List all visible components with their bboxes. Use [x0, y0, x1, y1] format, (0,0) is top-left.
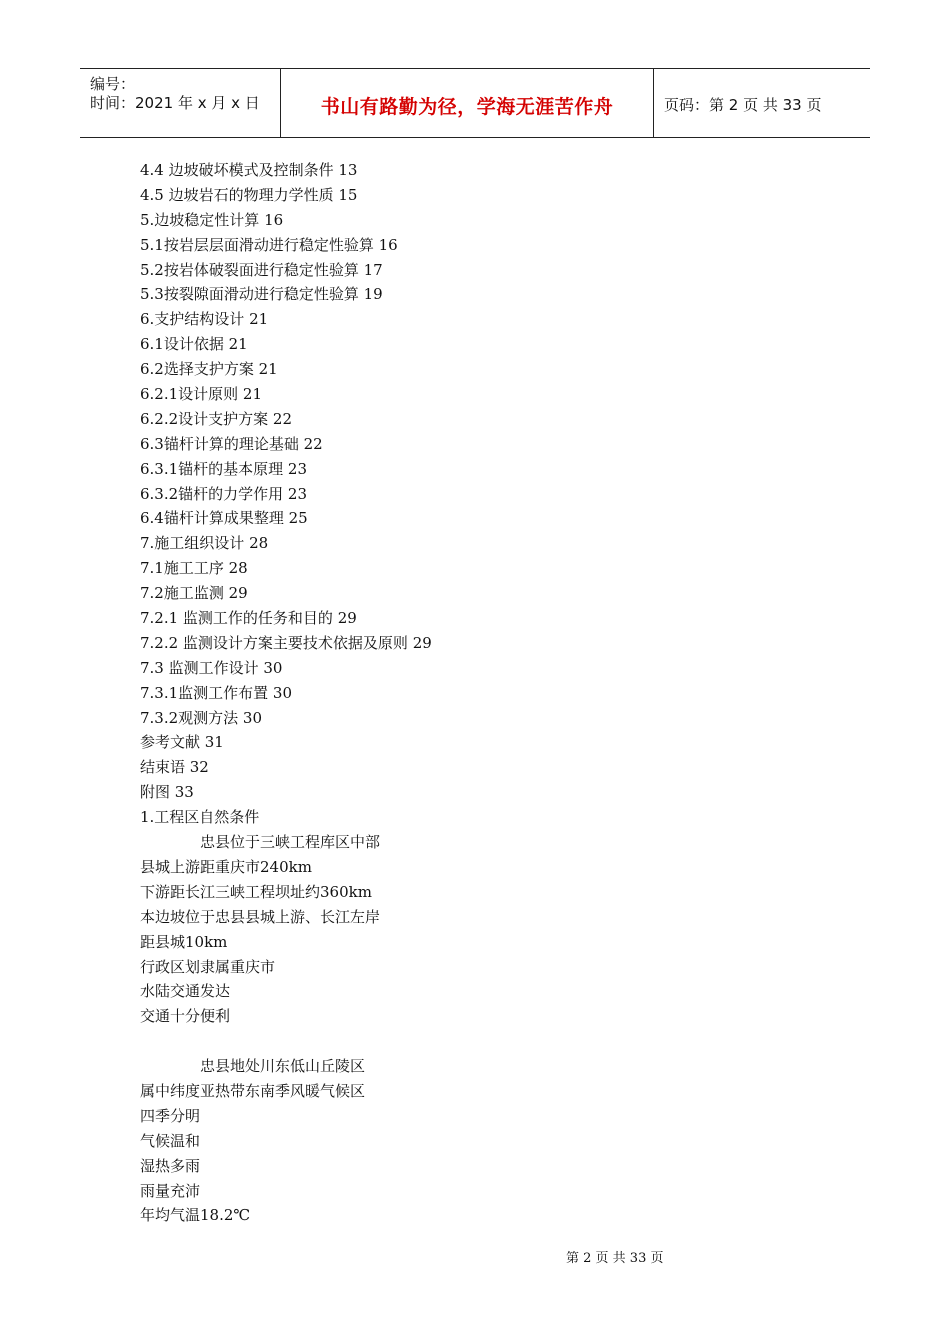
header-motto: 书山有路勤为径，学海无涯苦作舟 [320, 96, 614, 118]
text-line: 参考文献 31 [140, 733, 224, 752]
text-line: 忠县位于三峡工程库区中部 [200, 833, 381, 852]
text-line: 7.3 监测工作设计 30 [140, 658, 283, 677]
text-line: 下游距长江三峡工程坝址约360km [140, 882, 372, 901]
text-line: 4.4 边坡破坏模式及控制条件 13 [140, 161, 358, 179]
text-line: 四季分明 [140, 1106, 201, 1125]
document-header [80, 68, 870, 138]
document-body [140, 158, 840, 1228]
blank-line [140, 1029, 840, 1054]
document-number-label: 编号： [90, 75, 136, 93]
text-line: 5.3按裂隙面滑动进行稳定性验算 19 [140, 285, 383, 304]
text-line: 6.支护结构设计 21 [140, 310, 269, 329]
text-line: 水陆交通发达 [140, 982, 231, 1001]
header-page-cell [654, 69, 870, 137]
page-footer: 第 2 页 共 33 页 [566, 1251, 664, 1266]
text-line: 附图 33 [140, 783, 194, 802]
text-line: 雨量充沛 [140, 1181, 201, 1200]
text-line: 湿热多雨 [140, 1156, 201, 1175]
text-line: 5.边坡稳定性计算 16 [140, 210, 284, 229]
header-motto-cell [281, 69, 654, 137]
text-line: 气候温和 [140, 1131, 201, 1150]
text-line: 6.2.1设计原则 21 [140, 385, 263, 404]
header-page-info: 页码：第 2 页 共 33 页 [664, 96, 822, 114]
document-date: 时间：2021 年 x 月 x 日 [90, 94, 260, 112]
text-line: 6.1设计依据 21 [140, 335, 248, 354]
text-line: 行政区划隶属重庆市 [140, 957, 276, 976]
text-line: 1.工程区自然条件 [140, 808, 260, 827]
text-line: 6.3.2锚杆的力学作用 23 [140, 484, 308, 503]
text-line: 7.2.2 监测设计方案主要技术依据及原则 29 [140, 633, 432, 652]
text-line: 忠县地处川东低山丘陵区 [200, 1057, 366, 1076]
text-line: 6.3锚杆计算的理论基础 22 [140, 434, 323, 453]
text-line: 交通十分便利 [140, 1007, 231, 1026]
text-line: 5.2按岩体破裂面进行稳定性验算 17 [140, 260, 383, 279]
header-left-cell [80, 69, 281, 137]
text-line: 5.1按岩层层面滑动进行稳定性验算 16 [140, 235, 398, 254]
text-line: 本边坡位于忠县县城上游、长江左岸 [140, 907, 381, 926]
text-line: 7.2.1 监测工作的任务和目的 29 [140, 609, 357, 628]
text-line: 7.2施工监测 29 [140, 584, 248, 603]
text-line: 7.3.1监测工作布置 30 [140, 683, 293, 702]
text-line: 7.施工组织设计 28 [140, 534, 269, 553]
text-line: 6.3.1锚杆的基本原理 23 [140, 459, 308, 478]
text-line: 7.3.2观测方法 30 [140, 708, 263, 727]
text-line: 6.2选择支护方案 21 [140, 360, 278, 379]
text-line: 县城上游距重庆市240km [140, 857, 312, 876]
text-line: 属中纬度亚热带东南季风暖气候区 [140, 1081, 366, 1100]
text-line: 年均气温18.2℃ [140, 1206, 251, 1225]
text-line: 距县城10km [140, 932, 228, 951]
text-line: 结束语 32 [140, 758, 209, 777]
text-line: 7.1施工工序 28 [140, 559, 248, 578]
text-line: 6.4锚杆计算成果整理 25 [140, 509, 308, 528]
text-line: 6.2.2设计支护方案 22 [140, 409, 293, 428]
text-line: 4.5 边坡岩石的物理力学性质 15 [140, 185, 358, 204]
